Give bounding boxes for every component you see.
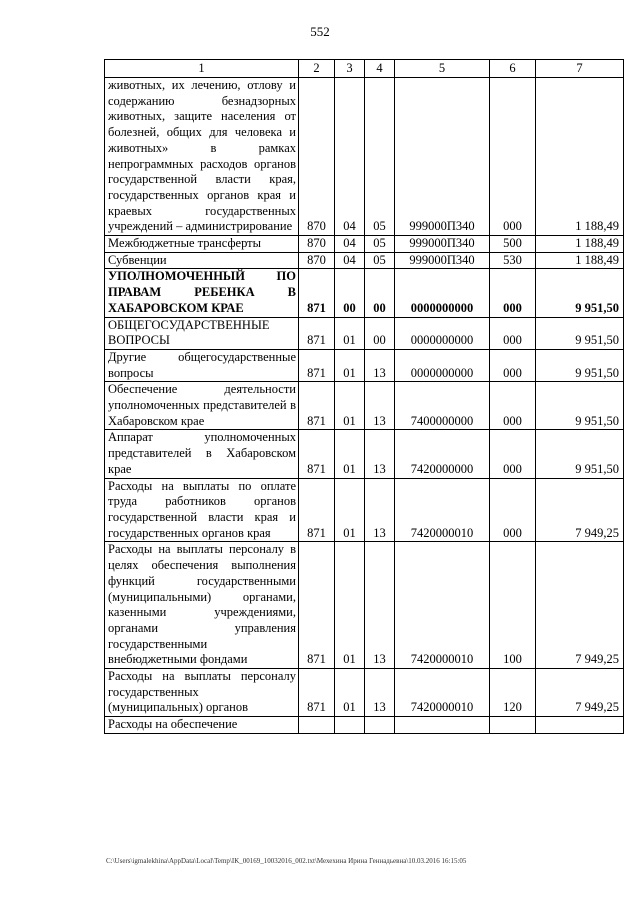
budget-table <box>104 59 624 734</box>
table-row <box>105 717 624 734</box>
row-name-cell: Субвенции <box>105 252 299 269</box>
row-grbs-cell: 871 <box>299 669 335 717</box>
row-sum-cell: 9 951,50 <box>536 430 624 478</box>
table-row <box>105 78 624 236</box>
row-rz-cell: 01 <box>335 542 365 669</box>
row-sum-cell: 7 949,25 <box>536 478 624 542</box>
row-vr-cell: 120 <box>490 669 536 717</box>
row-sum-cell: 9 951,50 <box>536 349 624 381</box>
row-name-cell: Аппарат уполномоченных представителей в Хабаровском крае <box>105 430 299 478</box>
table-row <box>105 430 624 478</box>
row-csr-cell: 7400000000 <box>395 382 490 430</box>
row-name-cell: Расходы на выплаты персоналу в целях обеспечения выполнения функций государственными (муниципальными) органами, казенными учреждениями, органами управления государственными внебюджетными фондами <box>105 542 299 669</box>
row-csr-cell: 7420000010 <box>395 478 490 542</box>
row-rz-cell: 01 <box>335 430 365 478</box>
table-row <box>105 669 624 717</box>
row-csr-cell: 999000П340 <box>395 252 490 269</box>
row-rz-cell: 00 <box>335 269 365 317</box>
table-row <box>105 252 624 269</box>
row-pr-cell: 13 <box>365 478 395 542</box>
row-pr-cell: 00 <box>365 317 395 349</box>
row-pr-cell: 05 <box>365 236 395 253</box>
row-vr-cell: 000 <box>490 78 536 236</box>
row-rz-cell: 01 <box>335 349 365 381</box>
empty-cell <box>490 717 536 734</box>
row-grbs-cell: 871 <box>299 430 335 478</box>
row-sum-cell: 1 188,49 <box>536 252 624 269</box>
table-row <box>105 236 624 253</box>
page-number: 552 <box>310 24 330 39</box>
row-vr-cell: 000 <box>490 317 536 349</box>
row-csr-cell: 7420000010 <box>395 542 490 669</box>
row-grbs-cell: 871 <box>299 349 335 381</box>
row-name-cell: УПОЛНОМОЧЕННЫЙ ПО ПРАВАМ РЕБЕНКА В ХАБАРОВСКОМ КРАЕ <box>105 269 299 317</box>
header-cell: 7 <box>536 60 624 78</box>
row-vr-cell: 000 <box>490 478 536 542</box>
row-csr-cell: 7420000010 <box>395 669 490 717</box>
row-name-cell: ОБЩЕГОСУДАРСТВЕННЫЕ ВОПРОСЫ <box>105 317 299 349</box>
row-name-cell: Расходы на обеспечение <box>105 717 299 734</box>
row-pr-cell: 13 <box>365 430 395 478</box>
row-csr-cell: 7420000000 <box>395 430 490 478</box>
header-cell: 1 <box>105 60 299 78</box>
row-csr-cell: 0000000000 <box>395 269 490 317</box>
row-vr-cell: 530 <box>490 252 536 269</box>
row-rz-cell: 01 <box>335 478 365 542</box>
table-row <box>105 349 624 381</box>
row-rz-cell: 01 <box>335 317 365 349</box>
row-vr-cell: 000 <box>490 382 536 430</box>
row-grbs-cell: 871 <box>299 269 335 317</box>
row-vr-cell: 100 <box>490 542 536 669</box>
row-pr-cell: 13 <box>365 349 395 381</box>
table-row <box>105 317 624 349</box>
empty-cell <box>536 717 624 734</box>
row-csr-cell: 0000000000 <box>395 317 490 349</box>
row-pr-cell: 05 <box>365 252 395 269</box>
row-name-cell: Обеспечение деятельности уполномоченных представителей в Хабаровском крае <box>105 382 299 430</box>
row-grbs-cell: 871 <box>299 542 335 669</box>
row-sum-cell: 9 951,50 <box>536 382 624 430</box>
row-sum-cell: 9 951,50 <box>536 317 624 349</box>
table-row <box>105 478 624 542</box>
row-grbs-cell: 870 <box>299 236 335 253</box>
row-rz-cell: 01 <box>335 669 365 717</box>
empty-cell <box>299 717 335 734</box>
row-vr-cell: 500 <box>490 236 536 253</box>
row-csr-cell: 999000П340 <box>395 236 490 253</box>
table-row <box>105 382 624 430</box>
row-grbs-cell: 871 <box>299 478 335 542</box>
row-sum-cell: 1 188,49 <box>536 78 624 236</box>
row-vr-cell: 000 <box>490 269 536 317</box>
table-header-row <box>105 60 624 78</box>
row-sum-cell: 7 949,25 <box>536 542 624 669</box>
row-grbs-cell: 870 <box>299 252 335 269</box>
row-grbs-cell: 870 <box>299 78 335 236</box>
row-name-cell: животных, их лечению, отлову и содержанию безнадзорных животных, защите населения от болезней, общих для человека и животных» в рамках непрограммных расходов органов государственной власти края, государственных органов края и краевых государственных учреждений – администрирование <box>105 78 299 236</box>
row-pr-cell: 13 <box>365 542 395 669</box>
row-csr-cell: 999000П340 <box>395 78 490 236</box>
header-cell: 2 <box>299 60 335 78</box>
empty-cell <box>365 717 395 734</box>
row-grbs-cell: 871 <box>299 317 335 349</box>
header-cell: 4 <box>365 60 395 78</box>
row-name-cell: Межбюджетные трансферты <box>105 236 299 253</box>
row-rz-cell: 01 <box>335 382 365 430</box>
row-grbs-cell: 871 <box>299 382 335 430</box>
row-pr-cell: 13 <box>365 382 395 430</box>
header-cell: 3 <box>335 60 365 78</box>
row-name-cell: Расходы на выплаты по оплате труда работников органов государственной власти края и государственных органов края <box>105 478 299 542</box>
row-pr-cell: 13 <box>365 669 395 717</box>
row-rz-cell: 04 <box>335 78 365 236</box>
row-rz-cell: 04 <box>335 252 365 269</box>
row-rz-cell: 04 <box>335 236 365 253</box>
row-pr-cell: 05 <box>365 78 395 236</box>
row-sum-cell: 9 951,50 <box>536 269 624 317</box>
row-sum-cell: 7 949,25 <box>536 669 624 717</box>
table-row <box>105 269 624 317</box>
row-sum-cell: 1 188,49 <box>536 236 624 253</box>
row-vr-cell: 000 <box>490 349 536 381</box>
row-csr-cell: 0000000000 <box>395 349 490 381</box>
row-vr-cell: 000 <box>490 430 536 478</box>
row-pr-cell: 00 <box>365 269 395 317</box>
row-name-cell: Расходы на выплаты персоналу государственных (муниципальных) органов <box>105 669 299 717</box>
table-row <box>105 542 624 669</box>
empty-cell <box>335 717 365 734</box>
row-name-cell: Другие общегосударственные вопросы <box>105 349 299 381</box>
header-cell: 5 <box>395 60 490 78</box>
empty-cell <box>395 717 490 734</box>
header-cell: 6 <box>490 60 536 78</box>
footer-file-path: C:\Users\igmalekhina\AppData\Local\Temp\IK_00169_10032016_002.txt\Мехехина Ирина Геннадьевна\10.03.2016 16:15:05 <box>106 857 467 865</box>
